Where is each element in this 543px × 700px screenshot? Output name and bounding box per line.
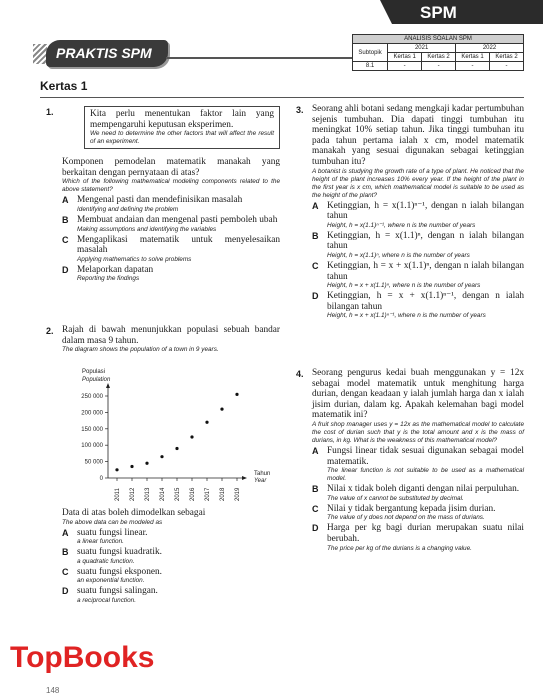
y-tick-label: 0	[99, 476, 103, 482]
option-text: Membuat andaian dan mengenal pasti pemboleh ubah	[77, 214, 278, 225]
option-text-en: The value of y does not depend on the mass of durians.	[327, 514, 485, 522]
stem-en: A botanist is studying the growth rate of a type of plant. He noticed that the height of the plant increases 10% every year. If the height of the plant in the first year is x cm, which mathematical model is suitable to be used as the height of the plant?	[312, 167, 524, 199]
x-tick-label: 2014	[160, 487, 166, 501]
population-chart	[66, 366, 286, 506]
option-d	[62, 265, 280, 284]
option-b	[62, 547, 280, 566]
option-letter: C	[62, 234, 69, 245]
publisher-logo: TopBooks	[10, 641, 155, 674]
x-tick-label: 2015	[175, 487, 181, 501]
year-header: 2022	[456, 44, 524, 53]
option-text: Harga per kg bagi durian merupakan suatu nilai berubah.	[327, 523, 524, 544]
paper-header: Kertas 2	[422, 53, 456, 62]
option-text-en: Height, h = x + x(1.1)ⁿ⁻¹, where n is the number of years	[327, 312, 486, 320]
option-letter: C	[312, 260, 319, 271]
option-letter: D	[62, 586, 69, 597]
option-text-en: Height, h = x(1.1)ⁿ⁻¹, where n is the number of years	[327, 221, 476, 229]
x-tick-label: 2018	[220, 487, 226, 501]
option-b	[312, 231, 524, 260]
option-letter: A	[62, 527, 69, 538]
analysis-title: ANALISIS SOALAN SPM	[353, 35, 524, 44]
option-letter: D	[312, 291, 319, 302]
option-letter: B	[312, 484, 319, 495]
y-tick-label: 250 000	[81, 394, 103, 400]
table-cell: -	[388, 62, 422, 71]
data-point	[175, 447, 178, 450]
table-cell: -	[422, 62, 456, 71]
option-a	[62, 528, 280, 547]
question-3	[312, 104, 524, 320]
x-axis-arrow	[242, 476, 247, 480]
question-number: 1.	[46, 107, 54, 117]
stem-en: A fruit shop manager uses y = 12x as the mathematical model to calculate the cost of durian such that y is the total amount and x is the mass of durians, in kg. What is the weakness of this mathematical model?	[312, 420, 524, 444]
question-number: 4.	[296, 369, 304, 379]
option-letter: A	[312, 200, 319, 211]
y-tick-label: 100 000	[81, 443, 103, 450]
y-axis-arrow	[106, 383, 110, 388]
question-number: 2.	[46, 326, 54, 336]
section-rule	[40, 97, 524, 98]
data-point	[235, 393, 238, 396]
option-d	[62, 586, 280, 605]
option-text: Nilai y tidak bergantung kepada jisim durian.	[327, 503, 496, 514]
table-cell: -	[456, 62, 490, 71]
x-tick-label: 2013	[145, 487, 151, 501]
option-text-en: Applying mathematics to solve problems	[77, 255, 192, 263]
question-2-stem	[62, 325, 280, 354]
table-cell: -	[490, 62, 524, 71]
y-axis-label: Populasi	[82, 369, 106, 375]
year-header: 2021	[388, 44, 456, 53]
paper-header: Kertas 1	[456, 53, 490, 62]
question-1	[62, 106, 280, 283]
subtopic-cell: 8.1	[353, 62, 388, 71]
option-d	[312, 523, 524, 552]
option-a	[312, 201, 524, 230]
option-text: suatu fungsi salingan.	[77, 586, 158, 597]
option-text-en: Reporting the findings	[77, 275, 140, 283]
data-point	[145, 462, 148, 465]
paper-header: Kertas 2	[490, 53, 524, 62]
option-text-en: an exponential function.	[77, 577, 145, 585]
option-text: Fungsi linear tidak sesuai digunakan sebagai model matematik.	[327, 445, 524, 467]
statement-en: We need to determine the other factors that will affect the result of an experiment.	[90, 130, 274, 146]
banner-rule	[166, 57, 352, 59]
x-axis-label-en: Year	[254, 478, 267, 484]
after-ms: Data di atas boleh dimodelkan sebagai	[62, 508, 206, 518]
option-d	[312, 291, 524, 320]
x-tick-label: 2016	[190, 487, 196, 501]
option-text: suatu fungsi linear.	[77, 527, 148, 538]
spm-tab	[392, 0, 543, 24]
option-letter: C	[312, 503, 319, 514]
x-tick-label: 2017	[205, 487, 211, 501]
stem-ms: Seorang ahli botani sedang mengkaji kadar pertumbuhan sejenis tumbuhan. Dia dapati tinggi tumbuhan itu meningkat 10% setiap tahun. Jika tinggi tumbuhan itu pada tahun pertama ialah x cm, model matematik manakah yang sesuai digunakan sebagai ketinggian tumbuhan itu?	[312, 104, 524, 167]
question-number: 3.	[296, 105, 304, 115]
option-text: Mengenal pasti dan mendefinisikan masalah	[77, 195, 243, 206]
option-text: Ketinggian, h = x(1.1)ⁿ⁻¹, dengan n ialah bilangan tahun	[327, 200, 524, 222]
option-letter: B	[62, 214, 69, 225]
option-text: Nilai x tidak boleh diganti dengan nilai perpuluhan.	[327, 484, 520, 495]
option-text: suatu fungsi kuadratik.	[77, 547, 162, 558]
paper-header: Kertas 1	[388, 53, 422, 62]
stem-en: The diagram shows the population of a town in 9 years.	[62, 346, 219, 354]
option-a	[62, 195, 280, 214]
data-point	[220, 408, 223, 411]
option-text: suatu fungsi eksponen.	[77, 566, 162, 577]
y-axis-label-en: Population	[82, 377, 111, 383]
banner-stripe	[33, 44, 47, 64]
option-text-en: The value of x cannot be substituted by decimal.	[327, 494, 464, 502]
option-text: Melaporkan dapatan	[77, 264, 154, 275]
option-text: Mengaplikasi matematik untuk menyelesaikan masalah	[77, 234, 280, 256]
question-2-options	[62, 508, 280, 605]
data-point	[160, 455, 163, 458]
option-c	[312, 504, 524, 523]
after-en: The above data can be modeled as	[62, 518, 163, 526]
option-text-en: a quadratic function.	[77, 557, 135, 565]
option-letter: A	[62, 195, 69, 206]
option-letter: B	[62, 547, 69, 558]
subtopic-header: Subtopik	[353, 44, 388, 62]
data-point	[115, 468, 118, 471]
option-letter: D	[312, 523, 319, 534]
y-tick-label: 150 000	[81, 426, 103, 433]
statement-ms: Kita perlu menentukan faktor lain yang mempengaruhi keputusan eksperimen.	[90, 109, 274, 130]
stem-ms: Rajah di bawah menunjukkan populasi sebuah bandar dalam masa 9 tahun.	[62, 325, 280, 346]
x-tick-label: 2012	[130, 487, 136, 501]
option-a	[312, 446, 524, 483]
option-text: Ketinggian, h = x + x(1.1)ⁿ, dengan n ialah bilangan tahun	[327, 260, 524, 282]
option-letter: D	[62, 264, 69, 275]
stem-ms: Komponen pemodelan matematik manakah yang berkaitan dengan pernyataan di atas?	[62, 157, 280, 178]
option-text: Ketinggian, h = x + x(1.1)ⁿ⁻¹, dengan n ialah bilangan tahun	[327, 291, 524, 312]
stem-en: Which of the following mathematical modeling components related to the above statement?	[62, 178, 280, 194]
option-letter: C	[62, 566, 69, 577]
option-text-en: a linear function.	[77, 538, 124, 546]
page-number: 148	[46, 686, 60, 695]
data-point	[130, 465, 133, 468]
option-c	[312, 261, 524, 290]
option-text-en: a reciprocal function.	[77, 596, 136, 604]
x-tick-label: 2019	[235, 487, 241, 501]
option-text-en: Height, h = x + x(1.1)ⁿ, where n is the number of years	[327, 282, 481, 290]
x-axis-label: Tahun	[254, 471, 271, 477]
stem-ms: Seorang pengurus kedai buah menggunakan y = 12x sebagai model matematik untuk menghitung harga durian, dengan keadaan y ialah jumlah harga dan x ialah jisim durian, dalam kg. Apakah kelemahan bagi model matematik ini?	[312, 368, 524, 421]
option-c	[62, 567, 280, 586]
option-text: Ketinggian, h = x(1.1)ⁿ, dengan n ialah bilangan tahun	[327, 230, 524, 252]
option-letter: A	[312, 445, 319, 456]
section-title: Kertas 1	[40, 79, 88, 93]
y-tick-label: 50 000	[84, 459, 103, 466]
data-point	[205, 421, 208, 424]
y-tick-label: 200 000	[81, 410, 103, 417]
praktis-banner: PRAKTIS SPM	[46, 40, 168, 67]
option-text-en: The price per kg of the durians is a changing value.	[327, 544, 472, 552]
option-text-en: Identifying and defining the problem	[77, 205, 179, 213]
x-tick-label: 2011	[115, 488, 121, 501]
statement-box	[84, 106, 280, 149]
question-4	[312, 368, 524, 553]
analysis-table	[352, 34, 524, 71]
option-text-en: Height, h = x(1.1)ⁿ, where n is the number of years	[327, 251, 470, 259]
option-text-en: Making assumptions and identifying the variables	[77, 225, 217, 233]
option-b	[312, 484, 524, 503]
option-c	[62, 235, 280, 264]
option-letter: B	[312, 230, 319, 241]
option-text-en: The linear function is not suitable to be used as a mathematical model.	[327, 467, 524, 483]
option-b	[62, 215, 280, 234]
data-point	[190, 435, 193, 438]
spm-tab-label: SPM	[420, 3, 457, 22]
